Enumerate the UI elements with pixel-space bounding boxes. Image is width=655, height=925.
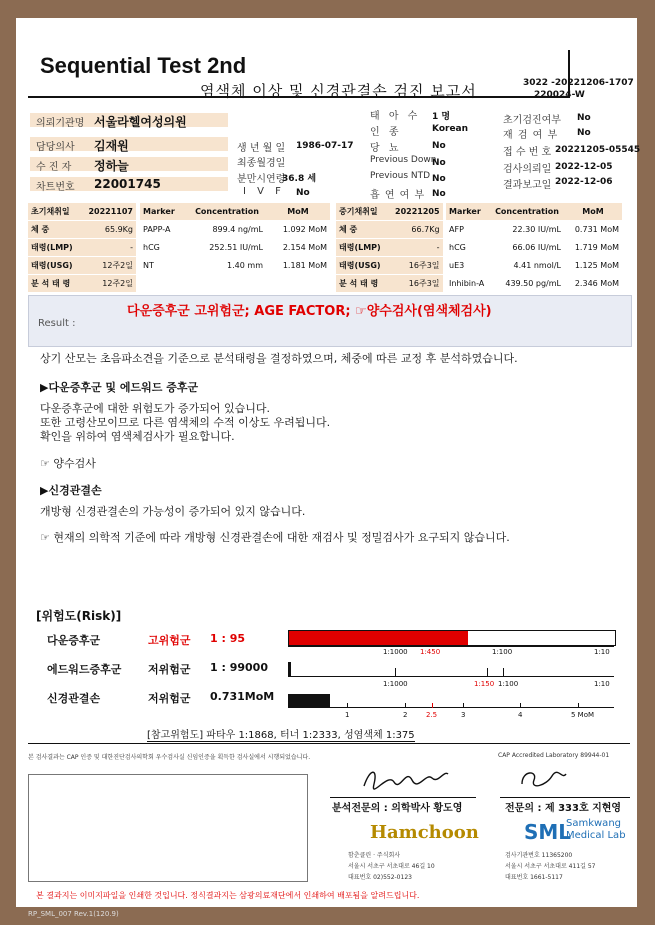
addr-left-3: 대표번호 02)552-0123 <box>348 874 412 881</box>
ntd-scale-1: 1 <box>345 711 350 719</box>
retest-value: No <box>577 128 591 138</box>
specialist-title: 전문의 : 제 333호 지현영 <box>505 803 622 814</box>
doctor-value: 김재원 <box>94 139 129 153</box>
sml-logo: SML <box>583 22 633 72</box>
samkwang-name-2: Medical Lab <box>566 830 626 841</box>
request-date-label: 검사의뢰일 <box>503 164 552 175</box>
ntd-scale-2: 2 <box>403 711 408 719</box>
report-subtitle: 염색체 이상 및 신경관결손 검진 보고서 <box>200 82 477 100</box>
edwards-scale-4: 1:10 <box>594 680 610 688</box>
marker-name: hCG <box>446 239 490 257</box>
amnio-note: ☞ 양수검사 <box>40 457 96 470</box>
prev-down-value: No <box>432 158 446 168</box>
institution-value: 서울라헬여성의원 <box>94 115 187 129</box>
down-scale-3: 1:100 <box>492 648 513 656</box>
risk-down-group: 고위험군 <box>148 634 191 647</box>
report-date-value: 2022-12-06 <box>555 177 613 187</box>
first-trimester-markers: Marker Concentration MoM PAPP-A 899.4 ng/mL 1.092 MoM hCG 252.51 IU/mL 2.154 MoM NT 1.40 mm 1.181 MoM <box>140 203 330 293</box>
risk-ntd-axis <box>288 707 614 708</box>
marker-name: hCG <box>140 239 188 257</box>
marker-name: PAPP-A <box>140 221 188 239</box>
analyst-title: 분석전문의 : 의학박사 황도영 <box>332 803 463 814</box>
risk-heading: [위험도(Risk)] <box>36 609 122 623</box>
prev-ntd-label: Previous NTD <box>370 171 431 181</box>
birth-value: 1986-07-17 <box>296 141 354 151</box>
signature-right <box>518 766 568 790</box>
risk-edwards-name: 에드워드증후군 <box>47 663 122 676</box>
sml-footer-logo: SML <box>524 820 572 844</box>
result-summary: 다운증후군 고위험군; AGE FACTOR; ☞양수검사(염색체검사) <box>127 304 492 319</box>
risk-ntd-group: 저위험군 <box>148 692 191 705</box>
receipt-label: 접 수 번 호 <box>503 147 552 158</box>
ntd-line-1: 개방형 신경관결손의 가능성이 증가되어 있지 않습니다. <box>40 505 306 518</box>
addr-right-1: 검사기관번호 11365200 <box>505 852 573 859</box>
second-trimester-markers: Marker Concentration MoM AFP 22.30 IU/mL 0.731 MoM hCG 66.06 IU/mL 1.719 MoM uE3 4.41 nmol/L 1.125 MoM Inhibin-A 439.50 pg/mL 2.346 MoM <box>446 203 622 293</box>
ntd-scale-6: 5 MoM <box>571 711 595 719</box>
risk-down-bar <box>289 631 468 645</box>
prev-down-label: Previous Down <box>370 155 437 165</box>
first-trimester-info: 초기채취일 20221107 체 중 65.9Kg 태령(LMP) - 태령(USG) 12주2일 분 석 태 령 12주2일 <box>28 203 136 293</box>
addr-left-2: 서울시 서초구 서초대로 46길 10 <box>348 863 435 870</box>
request-date-value: 2022-12-05 <box>555 162 613 172</box>
risk-ntd-bar <box>288 694 330 707</box>
cap-note: CAP Accredited Laboratory 89944-01 <box>498 752 610 759</box>
ivf-label: I V F <box>243 186 281 197</box>
down-scale-2: 1:450 <box>420 648 441 656</box>
hamchoon-logo: Hamchoon <box>370 822 479 843</box>
ntd-heading: ▶신경관결손 <box>40 484 102 497</box>
ntd-scale-3: 2.5 <box>426 711 438 719</box>
birth-label: 생 년 월 일 <box>237 143 286 154</box>
retest-label: 재 검 여 부 <box>503 130 559 141</box>
down-line-2: 또한 고령산모이므로 다른 염색체의 수적 이상도 우려됩니다. <box>40 416 331 429</box>
down-scale-1: 1:1000 <box>383 648 408 656</box>
report-title: Sequential Test 2nd <box>40 53 247 78</box>
ntd-line-2: ☞ 현재의 의학적 기준에 따라 개방형 신경관결손에 대한 재검사 및 정밀검사가 요구되지 않습니다. <box>40 531 510 544</box>
risk-ntd-name: 신경관결손 <box>47 692 101 705</box>
marker-name: AFP <box>446 221 490 239</box>
report-date-label: 결과보고일 <box>503 180 552 191</box>
ntd-scale-5: 4 <box>518 711 523 719</box>
reference-risk: [참고위험도] 파타우 1:1868, 터너 1:2333, 성염색체 1:375 <box>147 726 415 742</box>
first-exam-value: No <box>577 113 591 123</box>
first-exam-label: 초기검진여부 <box>503 115 561 126</box>
smoke-label: 흡 연 여 부 <box>370 190 426 201</box>
report-code-2: 220024-W <box>534 90 585 100</box>
risk-down-name: 다운증후군 <box>47 634 101 647</box>
addr-left-1: 함춘클린 · 주식회사 <box>348 852 401 859</box>
prev-ntd-value: No <box>432 174 446 184</box>
age-value: 36.8 세 <box>282 174 317 184</box>
patient-value: 정하늘 <box>94 159 129 173</box>
risk-down-track <box>288 630 616 646</box>
race-value: Korean <box>432 124 469 134</box>
risk-ntd-value: 0.731MoM <box>210 690 275 703</box>
addr-right-2: 서울시 서초구 서초대로 411길 57 <box>505 863 596 870</box>
down-line-1: 다운증후군에 대한 위험도가 증가되어 있습니다. <box>40 402 271 415</box>
chart-label: 차트번호 <box>36 182 75 193</box>
risk-edwards-group: 저위험군 <box>148 663 191 676</box>
fetus-value: 1 명 <box>432 112 451 122</box>
patient-label: 수 진 자 <box>36 162 72 173</box>
down-scale-4: 1:10 <box>594 648 610 656</box>
edwards-scale-1: 1:1000 <box>383 680 408 688</box>
risk-edwards-value: 1 : 99000 <box>210 661 268 674</box>
diabetes-value: No <box>432 141 446 151</box>
risk-edwards-axis <box>288 676 614 677</box>
signature-left <box>360 764 450 792</box>
addr-right-3: 대표번호 1661-5117 <box>505 874 563 881</box>
risk-edwards-bar <box>288 662 291 676</box>
chart-value: 22001745 <box>94 177 161 191</box>
institution-label: 의뢰기관명 <box>36 118 85 129</box>
divider <box>28 743 630 744</box>
race-label: 인 종 <box>370 127 402 138</box>
fetus-label: 태 아 수 <box>370 111 421 122</box>
edwards-scale-2: 1:150 <box>474 680 495 688</box>
second-trimester-info: 중기채취일 20221205 체 중 66.7Kg 태령(LMP) - 태령(USG) 16주3일 분 석 태 령 16주3일 <box>336 203 443 293</box>
bottom-note: 본 결과지는 이미지파일을 인쇄한 것입니다. 정식결과지는 삼광의료재단에서 인쇄하여 배포됨을 알려드립니다. <box>36 891 420 900</box>
ivf-value: No <box>296 188 310 198</box>
down-line-3: 확인을 위하여 염색체검사가 필요합니다. <box>40 430 235 443</box>
marker-name: Inhibin-A <box>446 275 490 293</box>
risk-down-value: 1 : 95 <box>210 632 246 645</box>
ntd-scale-4: 3 <box>461 711 466 719</box>
form-code: RP_SML_007 Rev.1(120.9) <box>28 910 119 918</box>
receipt-value: 20221205-05545 <box>555 145 641 155</box>
report-code-1: 3022 -20221206-1707 <box>523 78 634 88</box>
edwards-scale-3: 1:100 <box>498 680 519 688</box>
smoke-value: No <box>432 189 446 199</box>
lmp-label: 최종월경일 <box>237 158 286 169</box>
result-label: Result : <box>38 318 76 329</box>
doctor-label: 담당의사 <box>36 142 75 153</box>
accreditation-note: 본 검사결과는 CAP 인증 및 대한진단검사의학회 우수검사실 신임인증을 획득한 검사실에서 시행되었습니다. <box>28 754 311 761</box>
marker-name: NT <box>140 257 188 275</box>
memo-box <box>28 774 308 882</box>
marker-name: uE3 <box>446 257 490 275</box>
age-label: 분만시연령 <box>237 174 286 185</box>
diabetes-label: 당 뇨 <box>370 143 402 154</box>
comment-intro: 상기 산모는 초음파소견을 기준으로 분석태령을 결정하였으며, 체중에 따른 교정 후 분석하였습니다. <box>40 352 518 365</box>
samkwang-name-1: Samkwang <box>566 818 621 829</box>
down-heading: ▶다운증후군 및 에드워드 증후군 <box>40 381 199 394</box>
